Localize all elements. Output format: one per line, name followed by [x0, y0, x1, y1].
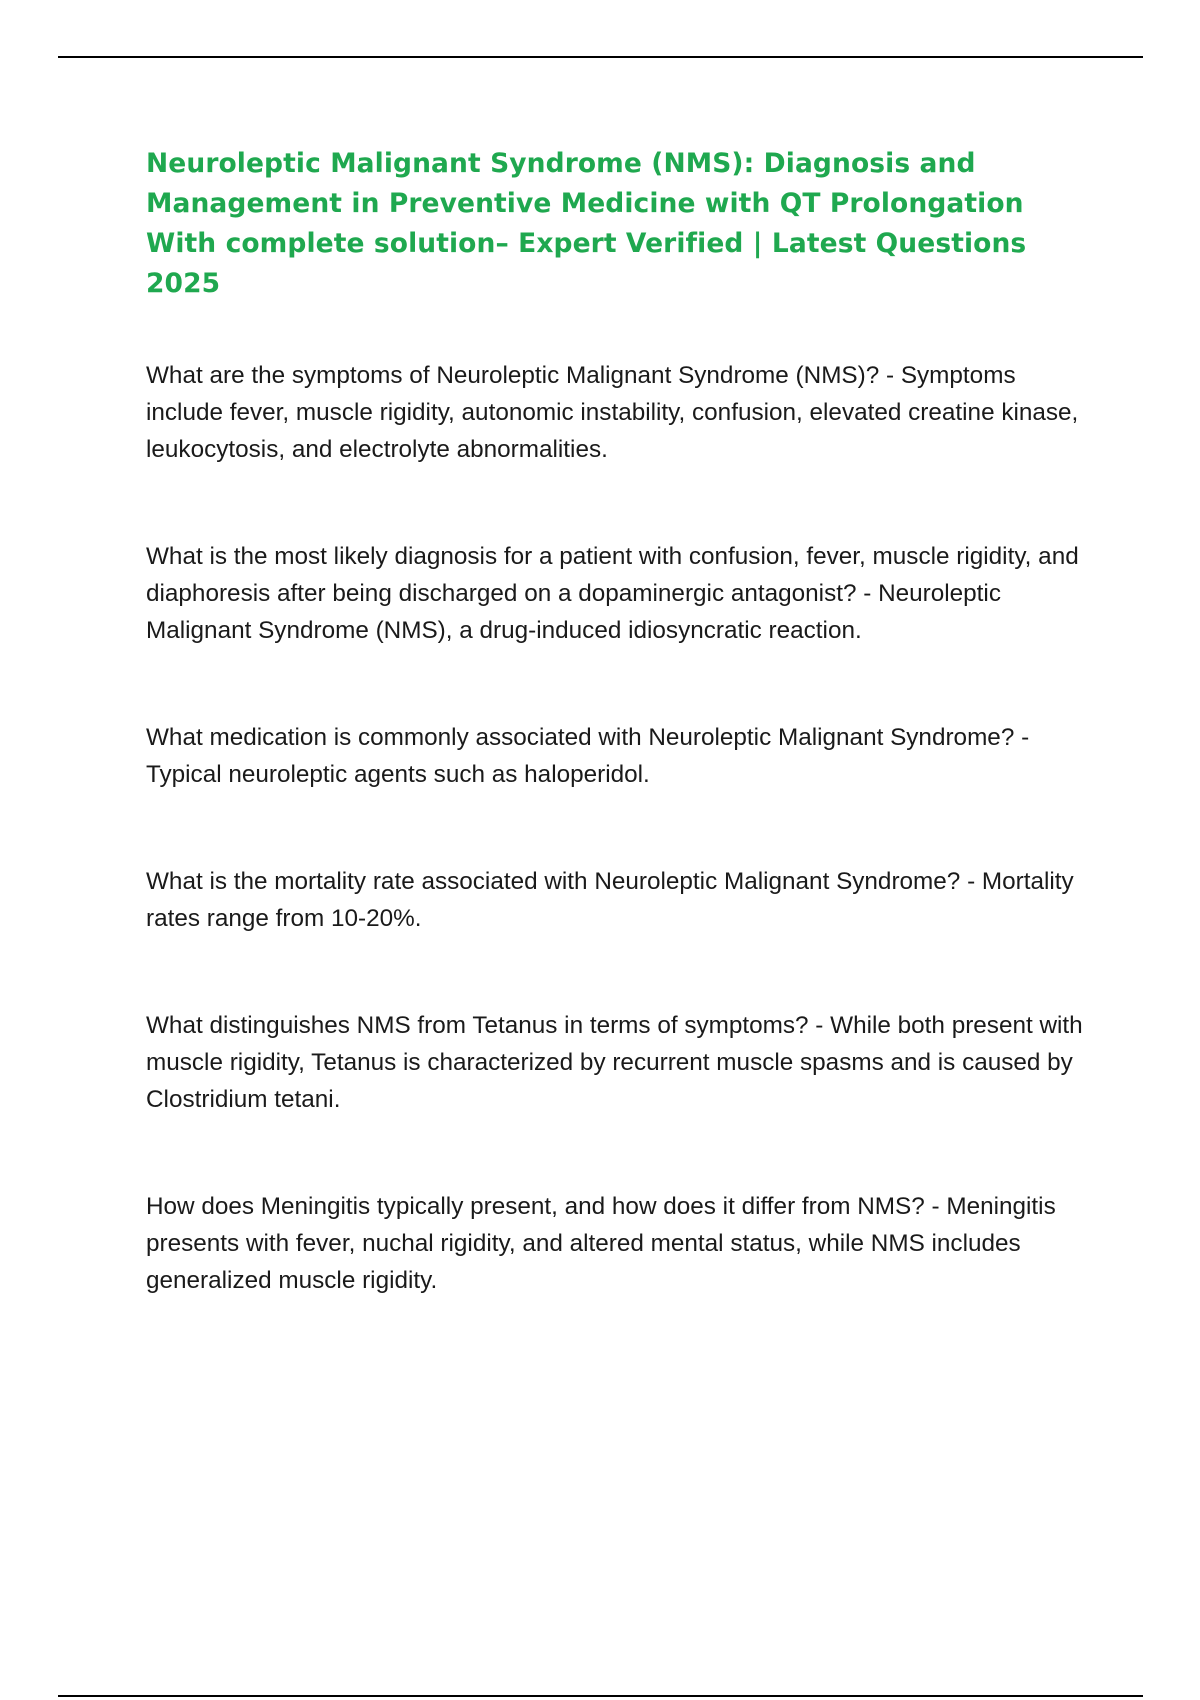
qa-entry: What medication is commonly associated with Neuroleptic Malignant Syndrome? - Typical neuroleptic agents such as haloperidol.	[146, 724, 1030, 788]
qa-list	[146, 357, 1096, 1299]
document-title: Neuroleptic Malignant Syndrome (NMS): Diagnosis and Management in Preventive Medicine with QT Prolongation With complete solution– Expert Verified | Latest Questions 2025	[146, 148, 1027, 299]
qa-entry: What distinguishes NMS from Tetanus in terms of symptoms? - While both present with muscle rigidity, Tetanus is characterized by recurrent muscle spasms and is caused by Clostridium tetani.	[146, 1012, 1083, 1113]
qa-entry: What is the mortality rate associated with Neuroleptic Malignant Syndrome? - Mortality rates range from 10-20%.	[146, 868, 1074, 932]
qa-entry: How does Meningitis typically present, and how does it differ from NMS? - Meningitis presents with fever, nuchal rigidity, and altered mental status, while NMS includes generalized muscle rigidity.	[146, 1193, 1056, 1294]
bottom-divider	[58, 1695, 1143, 1697]
top-divider	[58, 56, 1143, 58]
qa-entry: What are the symptoms of Neuroleptic Malignant Syndrome (NMS)? - Symptoms include fever, muscle rigidity, autonomic instability, confusion, elevated creatine kinase, leukocytosis, and electrolyte abnormalities.	[146, 362, 1079, 463]
qa-entry: What is the most likely diagnosis for a patient with confusion, fever, muscle rigidity, and diaphoresis after being discharged on a dopaminergic antagonist? - Neuroleptic Malignant Syndrome (NMS), a drug-induced idiosyncratic reaction.	[146, 543, 1079, 644]
